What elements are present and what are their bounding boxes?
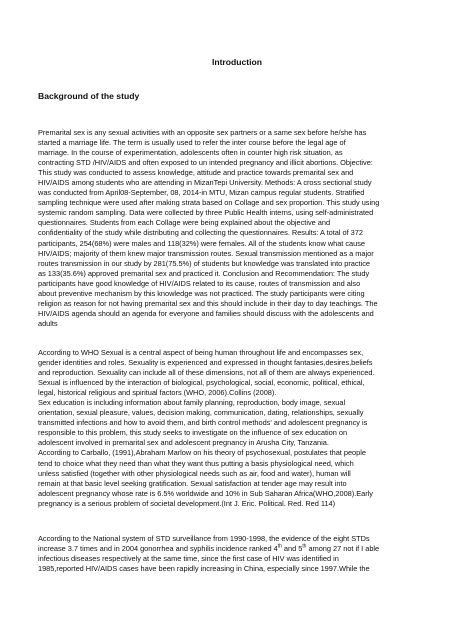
text-line: According to WHO Sexual is a central aspect of being human throughout life and encompasses sex, bbox=[38, 348, 364, 357]
text-line: orientation, sexual pleasure, values, decision making, communication, dating, relationships, sexually bbox=[38, 408, 364, 418]
text-line: contracting STD /HIV/AIDS and often exposed to un intended pregnancy and illicit abortions. Objective: bbox=[38, 158, 373, 168]
text-line: adolescent pregnancy whose rate is 6.5% worldwide and 10% in Sub Saharan Africa(WHO,2008).Early bbox=[38, 488, 373, 498]
text-line: unless satisfied (together with other physiological needs such as air, food and water), human will bbox=[38, 468, 351, 478]
superscript: th bbox=[302, 543, 307, 550]
text-line: religion as reason for not having premarital sex and this should include in their day to day teachings. The bbox=[38, 298, 378, 308]
text-line: adults bbox=[38, 318, 58, 328]
text-line: tend to choice what they need than what they want thus putting a basis physiological need, which bbox=[38, 458, 354, 468]
text-line: responsible to this problem, this study seeks to investigate on the influence of sex education on bbox=[38, 428, 348, 438]
text-line: pregnancy is a serious problem of societal development.(Int J. Eric. Political. Red. Red 114) bbox=[38, 498, 336, 508]
text-line: 1985,reported HIV/AIDS cases have been rapidly increasing in China, especially since 1997.While the bbox=[38, 564, 370, 574]
paragraph-abstract bbox=[38, 128, 440, 329]
text-line: questionnaires. Students from each Collage were being explained about the objective and bbox=[38, 218, 331, 228]
text-line: marriage. In the course of experimentation, adolescents often in counter high risk situation, as bbox=[38, 148, 343, 158]
text-line: According to the National system of STD surveillance from 1990-1998, the evidence of the eight STDs bbox=[38, 534, 370, 543]
text-line: routes transmission in our study by 281(75.5%) of students but knowledge was translated into practice bbox=[38, 258, 370, 268]
text-line: transmitted infections and how to avoid them, and birth control methods' and adolescent pregnancy is bbox=[38, 418, 368, 428]
superscript: th bbox=[277, 543, 282, 550]
paragraph-sexuality-background bbox=[38, 348, 440, 509]
text-fragment: increase 3.7 times and in 2004 gonorrhea and syphilis incidence ranked 4 bbox=[38, 544, 278, 554]
text-line: sampling technique were used after making strata based on Collage and sex proportion. This study using bbox=[38, 198, 380, 208]
text-line: as 133(35.6%) approved premarital sex and practiced it. Conclusion and Recommendation: The study bbox=[38, 268, 370, 278]
text-line: and reproduction. Sexuality can include all of these dimensions, not all of them are always experienced. bbox=[38, 368, 375, 378]
text-line: Premarital sex is any sexual activities with an opposite sex partners or a same sex before he/she has bbox=[38, 128, 367, 137]
text-line: started a marriage life. The term is usually used to refer the inter course before the legal age of bbox=[38, 138, 346, 148]
text-line: gender identities and roles. Sexuality is experienced and expressed in thought fantasies,desires,beliefs bbox=[38, 358, 373, 368]
text-line: confidentiality of the study while distributing and collecting the questionnaires. Results: A total of 372 bbox=[38, 228, 363, 238]
text-line: Sexual is influenced by the interaction of biological, psychological, social, economic, political, ethical, bbox=[38, 378, 365, 388]
text-line: about preventive mechanism by this knowledge was not practiced. The study participants were citing bbox=[38, 288, 365, 298]
text-fragment: and 5 bbox=[281, 544, 303, 554]
text-line: participants have good knowledge of HIV/AIDS related to its cause, routes of transmission and also bbox=[38, 278, 361, 288]
text-line: legal, historical religious and spiritual factors (WHO, 2006).Collins (2008). bbox=[38, 388, 277, 398]
text-line: According to Carballo, (1991),Abraham Marlow on his theory of psychosexual, postulates that people bbox=[38, 448, 366, 458]
text-line: Sex education is including information about family planning, reproduction, body image, sexual bbox=[38, 398, 346, 408]
text-line: systemic random sampling. Data were collected by three Public Health interns, using self-administrated bbox=[38, 208, 374, 218]
section-heading: Background of the study bbox=[38, 91, 140, 101]
text-line: participants, 254(68%) were males and 118(32%) were females. All of the students know what cause bbox=[38, 238, 365, 248]
document-title: Introduction bbox=[211, 57, 263, 67]
text-line: remain at that basic level seeking gratification. Sexual satisfaction at tender age may result into bbox=[38, 478, 347, 488]
text-line: infectious diseases respectively at the same time, since the first case of HIV was identified in bbox=[38, 554, 339, 564]
paragraph-std-surveillance bbox=[38, 534, 440, 574]
text-line: HIV/AIDS among students who are attending in MizanTepi University. Methods: A cross sectional study bbox=[38, 178, 372, 188]
text-line: was conducted from April08-September, 08, 2014-in MTU, Mizan campus regular students. Stratified bbox=[38, 188, 365, 198]
text-line: adolescent involved in premarital sex and adolescent pregnancy in Arusha City, Tanzania. bbox=[38, 438, 329, 448]
text-fragment: among 27 not if I able bbox=[306, 544, 380, 554]
text-line bbox=[38, 544, 440, 554]
text-line: HIV/AIDS; majority of them knew major transmission routes. Sexual transmission mentioned as a major bbox=[38, 248, 374, 258]
text-line: HIV/AIDS agenda should an agenda for everyone and families should discuss with the adolescents and bbox=[38, 308, 374, 318]
text-line: This study was conducted to assess knowledge, attitude and practice towards premarital sex and bbox=[38, 168, 354, 178]
